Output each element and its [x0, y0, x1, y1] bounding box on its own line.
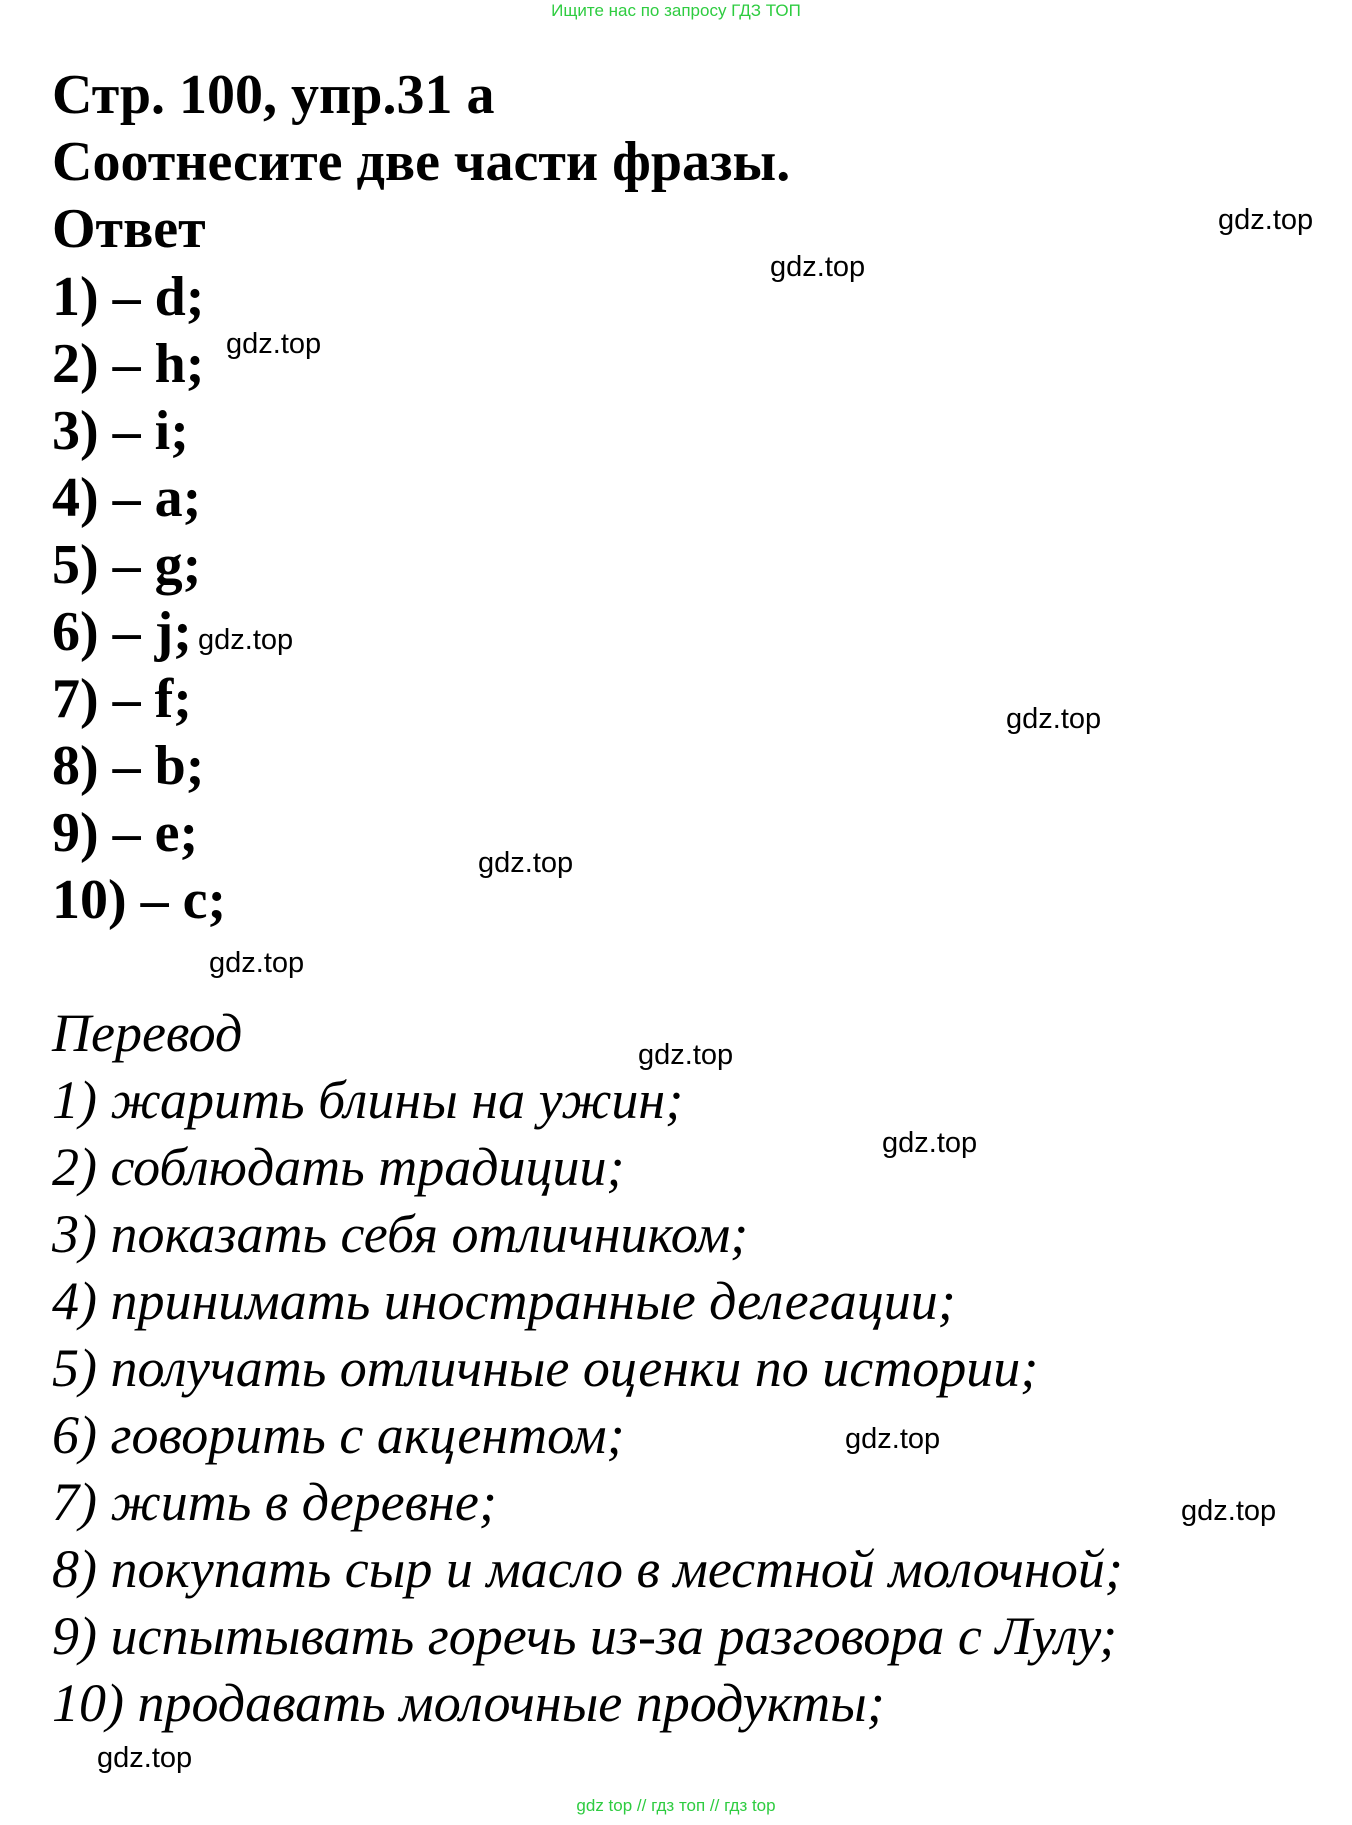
- watermark: gdz.top: [1181, 1495, 1277, 1527]
- top-banner: Ищите нас по запросу ГДЗ ТОП: [551, 1, 801, 20]
- watermark: gdz.top: [1006, 703, 1102, 735]
- footer-links: gdz top // гдз топ // гдз top: [576, 1796, 776, 1815]
- watermark: gdz.top: [97, 1742, 193, 1774]
- watermark: gdz.top: [478, 847, 574, 879]
- answer-list: [52, 264, 226, 934]
- translation-label: Перевод: [52, 1003, 243, 1063]
- answer-item: 5) – g;: [52, 534, 202, 596]
- answer-item: 1) – d;: [52, 266, 205, 328]
- translation-item: 7) жить в деревне;: [52, 1472, 497, 1532]
- answer-item: 9) – e;: [52, 802, 199, 864]
- answer-label: Ответ: [52, 198, 206, 260]
- answer-item: 2) – h;: [52, 333, 205, 395]
- task-text: Соотнесите две части фразы.: [52, 131, 791, 193]
- watermark: gdz.top: [882, 1127, 978, 1159]
- watermark: gdz.top: [1218, 204, 1314, 236]
- page-title: Стр. 100, упр.31 а: [52, 64, 495, 126]
- translation-item: 1) жарить блины на ужин;: [52, 1070, 684, 1130]
- translation-item: 10) продавать молочные продукты;: [52, 1673, 885, 1733]
- watermark: gdz.top: [209, 947, 305, 979]
- translation-list: [52, 1067, 1123, 1737]
- translation-item: 2) соблюдать традиции;: [52, 1137, 625, 1197]
- watermark: gdz.top: [770, 251, 866, 283]
- watermark: gdz.top: [198, 624, 294, 656]
- translation-item: 4) принимать иностранные делегации;: [52, 1271, 956, 1331]
- translation-item: 6) говорить с акцентом;: [52, 1405, 625, 1465]
- watermark: gdz.top: [845, 1423, 941, 1455]
- answer-item: 6) – j;: [52, 601, 192, 663]
- watermark: gdz.top: [226, 328, 322, 360]
- watermark: gdz.top: [638, 1039, 734, 1071]
- translation-item: 8) покупать сыр и масло в местной молочной;: [52, 1539, 1123, 1599]
- answer-item: 4) – a;: [52, 467, 202, 529]
- answer-item: 7) – f;: [52, 668, 192, 730]
- answer-item: 3) – i;: [52, 400, 189, 462]
- answer-item: 10) – c;: [52, 869, 227, 931]
- translation-item: 5) получать отличные оценки по истории;: [52, 1338, 1039, 1398]
- answer-item: 8) – b;: [52, 735, 205, 797]
- translation-item: 3) показать себя отличником;: [52, 1204, 749, 1264]
- translation-item: 9) испытывать горечь из-за разговора с Лулу;: [52, 1606, 1118, 1666]
